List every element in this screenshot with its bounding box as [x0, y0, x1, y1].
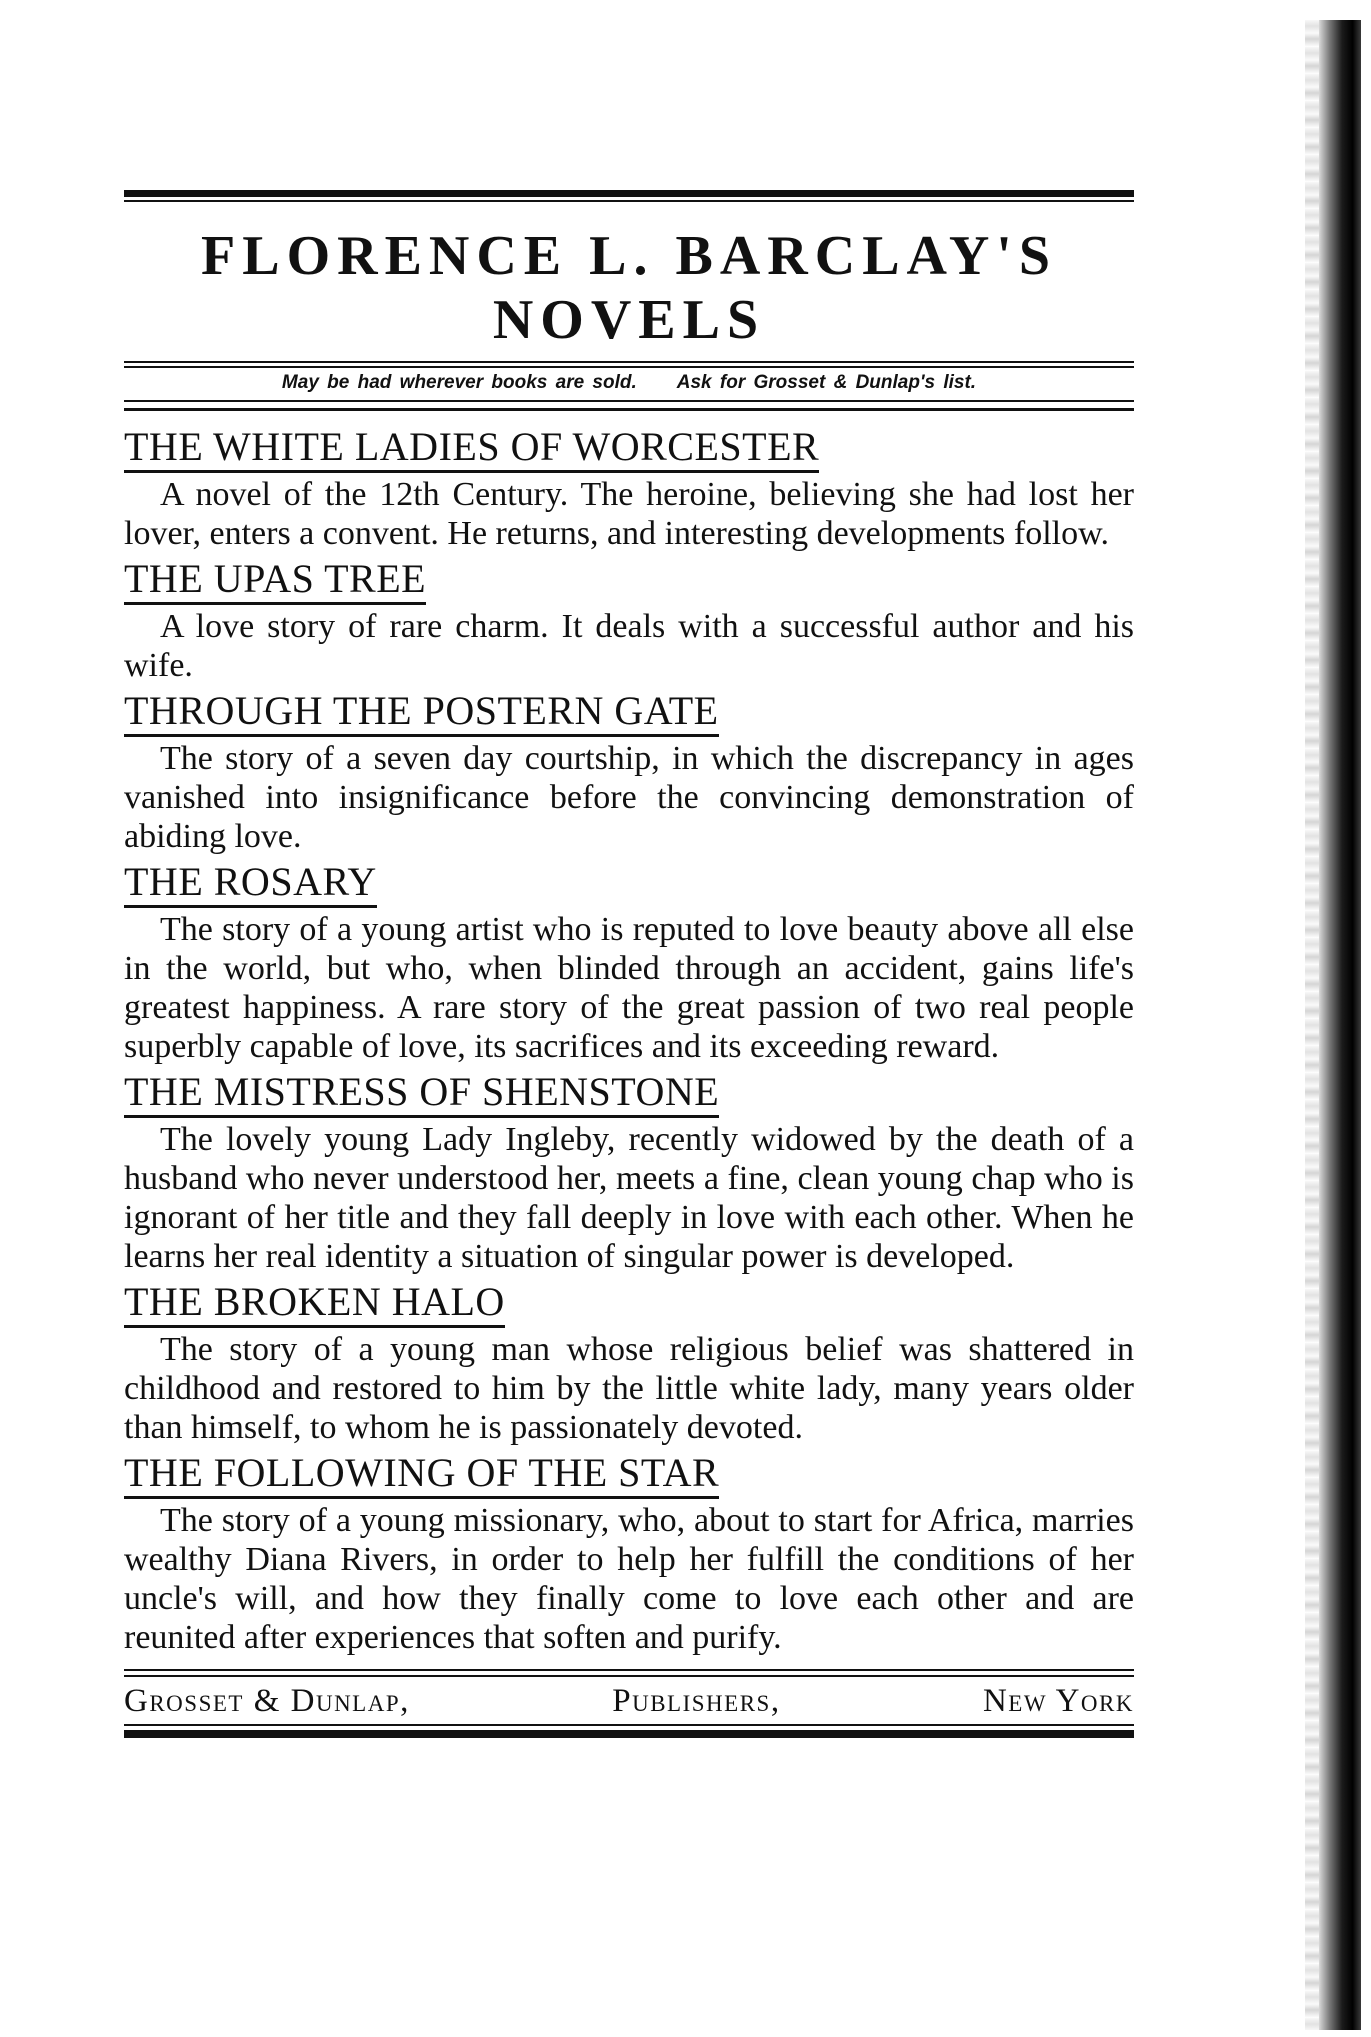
publisher-city: New York: [982, 1683, 1134, 1719]
notice-ask-list: Ask for Grosset & Dunlap's list.: [676, 372, 977, 393]
book-entry: [124, 421, 1134, 553]
notice-where-sold: May be had wherever books are sold.: [281, 372, 637, 393]
book-title: THE FOLLOWING OF THE STAR: [124, 1451, 719, 1499]
page-edge: [1319, 20, 1361, 2030]
book-description: The story of a seven day courtship, in which the discrepancy in ages vanished into insignificance before the convincing demonstration of abiding love.: [124, 740, 1134, 855]
book-title: THE ROSARY: [124, 860, 377, 908]
title-line-author: FLORENCE L. BARCLAY'S: [201, 225, 1057, 287]
book-entry: [124, 1276, 1134, 1447]
publisher-footer: [124, 1677, 1134, 1724]
book-entry: [124, 553, 1134, 685]
top-thin-rule: [124, 200, 1134, 202]
availability-notice: [124, 366, 1134, 402]
footer-heavy-rule: [124, 1730, 1134, 1738]
advertisement-page: [124, 190, 1134, 1738]
book-title: THE WHITE LADIES OF WORCESTER: [124, 425, 819, 473]
footer-double-rule: [124, 1669, 1134, 1677]
book-description: The story of a young man whose religious belief was shattered in childhood and restored to him by the little white lady, many years older than himself, to whom he is passionately devoted.: [124, 1331, 1134, 1446]
book-entry: [124, 1066, 1134, 1276]
book-description: A novel of the 12th Century. The heroine, believing she had lost her lover, enters a convent. He returns, and interesting developments follow.: [124, 476, 1134, 552]
book-title: THE MISTRESS OF SHENSTONE: [124, 1070, 719, 1118]
book-description: The story of a young missionary, who, about to start for Africa, marries wealthy Diana Rivers, in order to help her fulfill the conditions of her uncle's will, and how they finally come to love each other and are reunited after experiences that soften and purify.: [124, 1502, 1134, 1656]
title-line-novels: NOVELS: [492, 289, 766, 351]
top-heavy-rule: [124, 190, 1134, 197]
book-entry: [124, 685, 1134, 856]
publisher-role: Publishers,: [612, 1683, 781, 1719]
footer-thin-rule: [124, 1724, 1134, 1726]
book-title: THE BROKEN HALO: [124, 1280, 505, 1328]
book-entry: [124, 856, 1134, 1066]
book-description: The lovely young Lady Ingleby, recently widowed by the death of a husband who never understood her, meets a fine, clean young chap who is ignorant of her title and they fall deeply in love with each other. When he learns her real identity a situation of singular power is developed.: [124, 1121, 1134, 1275]
book-title: THROUGH THE POSTERN GATE: [124, 689, 719, 737]
book-entry: [124, 1447, 1134, 1657]
publisher-name: Grosset & Dunlap,: [124, 1683, 410, 1719]
book-title: THE UPAS TREE: [124, 557, 426, 605]
book-description: The story of a young artist who is reputed to love beauty above all else in the world, but who, when blinded through an accident, gains life's greatest happiness. A rare story of the great passion of two real people superbly capable of love, its sacrifices and its exceeding reward.: [124, 911, 1134, 1065]
book-description: A love story of rare charm. It deals with a successful author and his wife.: [124, 608, 1134, 684]
page-title: [124, 224, 1134, 352]
page-edge-shadow: [1305, 20, 1319, 2030]
notice-underline: [124, 408, 1134, 411]
